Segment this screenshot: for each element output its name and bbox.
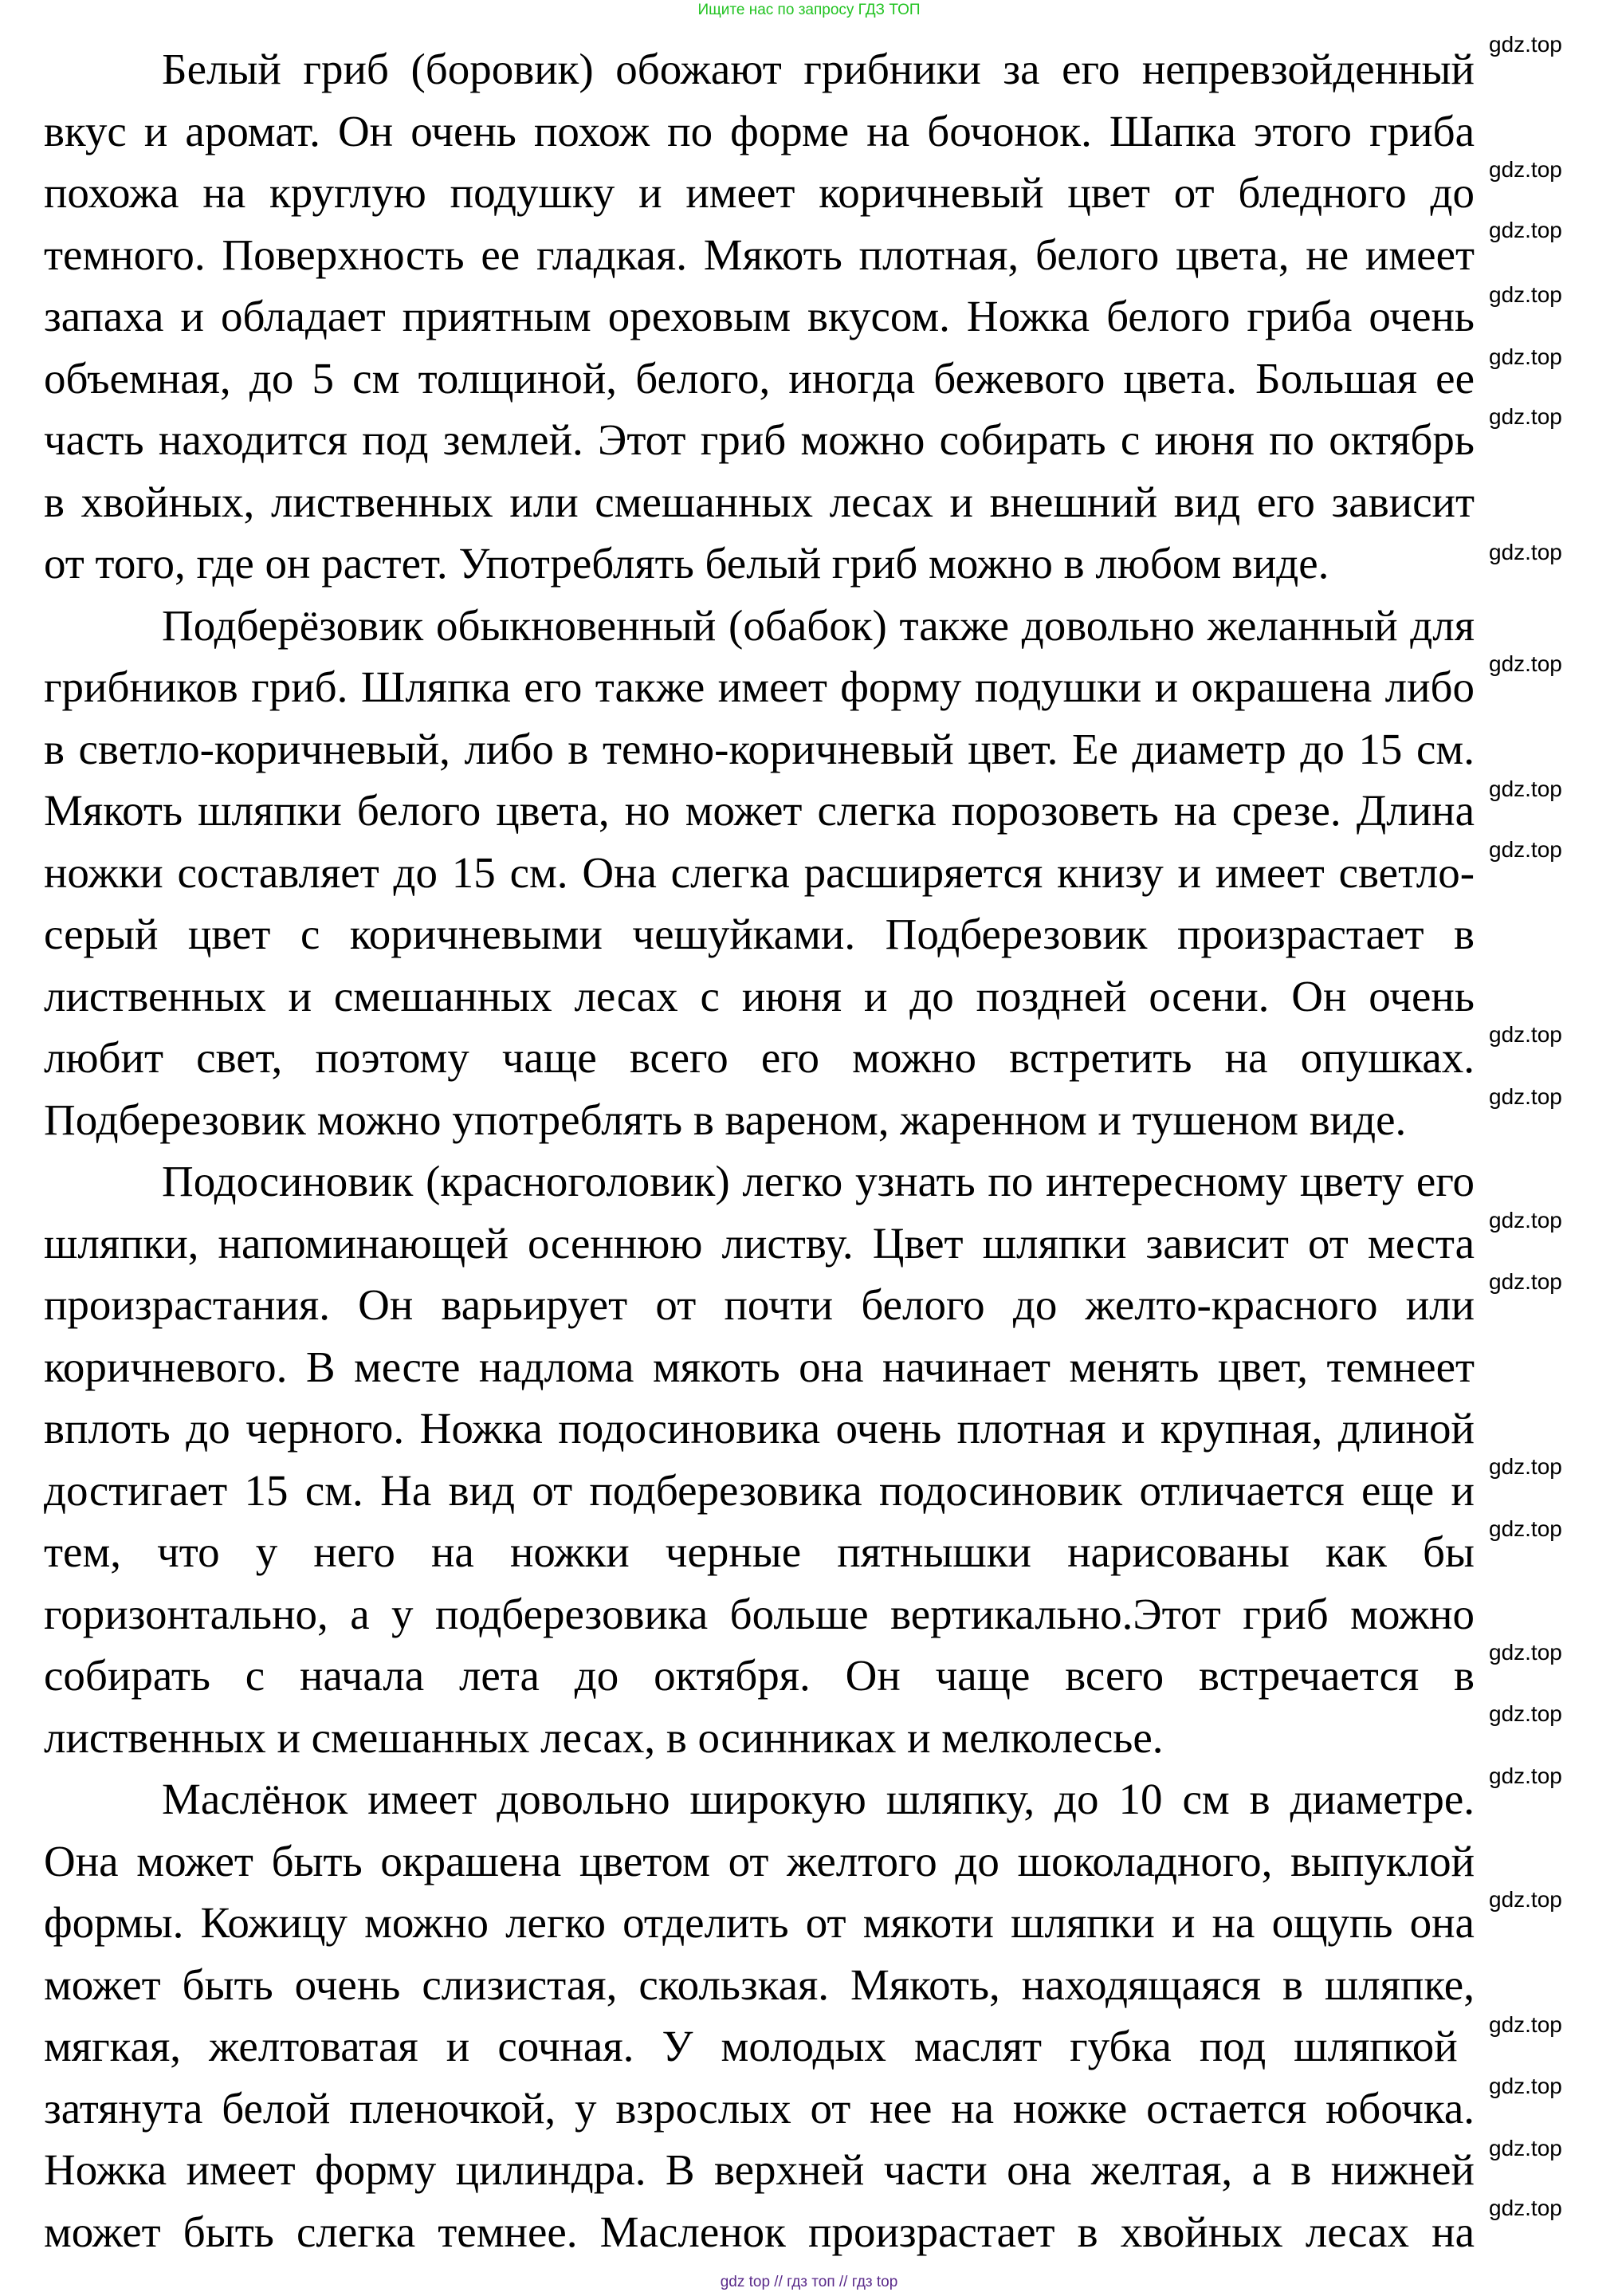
paragraph-line [44,2015,1475,2078]
paragraph-line [44,842,1475,904]
paragraph-first-line [44,595,1475,657]
line-text: от того, где он растет. Употреблять белый гриб можно в любом виде. [44,539,1329,588]
line-text: ножки составляет до 15 см. Она слегка расширяется книзу и имеет светло- [44,847,1475,897]
paragraph-line [44,1089,1475,1151]
paragraph-line [44,1213,1475,1275]
line-text: Подберезовик можно употреблять в вареном, жаренном и тушеном виде. [44,1095,1407,1144]
paragraph-line [44,285,1475,348]
gdz-watermark: gdz.top [1489,2136,1562,2160]
line-text: запаха и обладает приятным ореховым вкусом. Ножка белого гриба очень [44,292,1475,340]
line-text: может быть очень слизистая, скользкая. Мякоть, находящаяся в шляпке, [44,1960,1475,2009]
gdz-watermark: gdz.top [1489,1701,1562,1726]
paragraph-line [44,1954,1475,2016]
gdz-watermark: gdz.top [1489,1454,1562,1479]
line-text: шляпки, напоминающей осеннюю листву. Цвет шляпки зависит от места [44,1218,1475,1268]
line-text: затянута белой пленочкой, у взрослых от нее на ножке остается юбочка. [44,2083,1475,2133]
search-hint-banner: Ищите нас по запросу ГДЗ ТОП [697,2,921,18]
gdz-watermark: gdz.top [1489,1269,1562,1294]
line-text: вплоть до черного. Ножка подосиновика очень плотная и крупная, длиной [44,1404,1475,1453]
line-text: достигает 15 см. На вид от подберезовика подосиновик отличается еще и [44,1465,1475,1515]
line-text: Мякоть шляпки белого цвета, но может слегка порозоветь на срезе. Длина [44,786,1475,835]
gdz-watermark: gdz.top [1489,1516,1562,1541]
paragraph-line [44,1707,1475,1769]
gdz-watermark: gdz.top [1489,540,1562,564]
line-text: Подосиновик (красноголовик) легко узнать по интересному цвету его [162,1157,1475,1205]
paragraph-line [44,965,1475,1028]
paragraph-line [44,348,1475,410]
paragraph-first-line [44,1150,1475,1213]
line-text: лиственных и смешанных лесах, в осинниках и мелколесье. [44,1712,1164,1762]
line-text: объемная, до 5 см толщиной, белого, иногда бежевого цвета. Большая ее [44,353,1475,403]
paragraph-line [44,780,1475,842]
gdz-watermark: gdz.top [1489,1208,1562,1233]
line-text: тем, что у него на ножки черные пятнышки нарисованы как бы [44,1527,1475,1576]
line-text: формы. Кожицу можно легко отделить от мякоти шляпки и на ощупь она [44,1898,1475,1947]
paragraph-line [44,718,1475,780]
line-text: произрастания. Он варьирует от почти белого до желто-красного или [44,1280,1475,1329]
paragraph-line [44,1521,1475,1583]
line-text: темного. Поверхность ее гладкая. Мякоть плотная, белого цвета, не имеет [44,230,1475,279]
paragraph-line [44,1336,1475,1398]
line-text: горизонтально, а у подберезовика больше вертикально.Этот гриб можно [44,1589,1475,1638]
paragraph-line [44,903,1475,965]
line-text: похожа на круглую подушку и имеет коричневый цвет от бледного до [44,168,1475,217]
paragraph-line [44,1892,1475,1954]
gdz-watermark: gdz.top [1489,837,1562,862]
gdz-watermark: gdz.top [1489,2196,1562,2220]
line-text: грибников гриб. Шляпка его также имеет форму подушки и окрашена либо [44,662,1475,711]
paragraph-line [44,100,1475,163]
paragraph-line [44,1830,1475,1893]
paragraph-line [44,471,1475,533]
line-text: лиственных и смешанных лесах с июня и до поздней осени. Он очень [44,971,1475,1020]
paragraph-line [44,1460,1475,1522]
gdz-watermark: gdz.top [1489,1640,1562,1665]
paragraph-line [44,1027,1475,1089]
gdz-watermark: gdz.top [1489,2012,1562,2037]
line-text: мягкая, желтоватая и сочная. У молодых маслят губка под шляпкой [44,2022,1458,2070]
paragraph-line [44,656,1475,718]
gdz-watermark: gdz.top [1489,282,1562,307]
line-text: любит свет, поэтому чаще всего его можно встретить на опушках. [44,1033,1475,1082]
gdz-watermark: gdz.top [1489,157,1562,182]
gdz-watermark: gdz.top [1489,1084,1562,1109]
paragraph-line [44,2201,1475,2263]
paragraph-line [44,2139,1475,2201]
gdz-watermark: gdz.top [1489,2074,1562,2098]
line-text: Ножка имеет форму цилиндра. В верхней части она желтая, а в нижней [44,2145,1475,2194]
line-text: коричневого. В месте надлома мякоть она начинает менять цвет, темнеет [44,1342,1475,1391]
paragraph-line [44,162,1475,224]
paragraph-line [44,1274,1475,1336]
gdz-watermark: gdz.top [1489,1763,1562,1788]
line-text: в хвойных, лиственных или смешанных лесах и внешний вид его зависит [44,477,1475,526]
line-text: серый цвет с коричневыми чешуйками. Подберезовик произрастает в [44,910,1475,958]
paragraph-first-line [44,1768,1475,1830]
paragraph-line [44,533,1475,595]
line-text: Она может быть окрашена цветом от желтого до шоколадного, выпуклой [44,1836,1475,1885]
gdz-watermark: gdz.top [1489,651,1562,676]
line-text: Подберёзовик обыкновенный (обабок) также довольно желанный для [162,600,1475,650]
gdz-watermark: gdz.top [1489,32,1562,57]
gdz-watermark: gdz.top [1489,344,1562,369]
paragraph-line [44,2078,1475,2140]
line-text: Белый гриб (боровик) обожают грибники за его непревзойденный [162,45,1475,93]
paragraph-line [44,224,1475,286]
document-text [44,38,1475,2263]
line-text: может быть слегка темнее. Масленок произрастает в хвойных лесах на [44,2207,1475,2256]
footer-watermark: gdz top // гдз топ // гдз top [720,2274,898,2290]
gdz-watermark: gdz.top [1489,404,1562,429]
gdz-watermark: gdz.top [1489,1022,1562,1047]
paragraph-first-line [44,38,1475,100]
line-text: в светло-коричневый, либо в темно-коричневый цвет. Ее диаметр до 15 см. [44,724,1475,773]
paragraph-line [44,1398,1475,1460]
line-text: Маслёнок имеет довольно широкую шляпку, до 10 см в диаметре. [162,1775,1475,1823]
line-text: вкус и аромат. Он очень похож по форме на бочонок. Шапка этого гриба [44,106,1475,155]
gdz-watermark: gdz.top [1489,1887,1562,1912]
gdz-watermark: gdz.top [1489,776,1562,801]
line-text: собирать с начала лета до октября. Он чаще всего встречается в [44,1651,1475,1700]
line-text: часть находится под землей. Этот гриб можно собирать с июня по октябрь [44,415,1475,464]
paragraph-line [44,409,1475,471]
paragraph-line [44,1645,1475,1707]
paragraph-line [44,1583,1475,1645]
gdz-watermark: gdz.top [1489,218,1562,242]
